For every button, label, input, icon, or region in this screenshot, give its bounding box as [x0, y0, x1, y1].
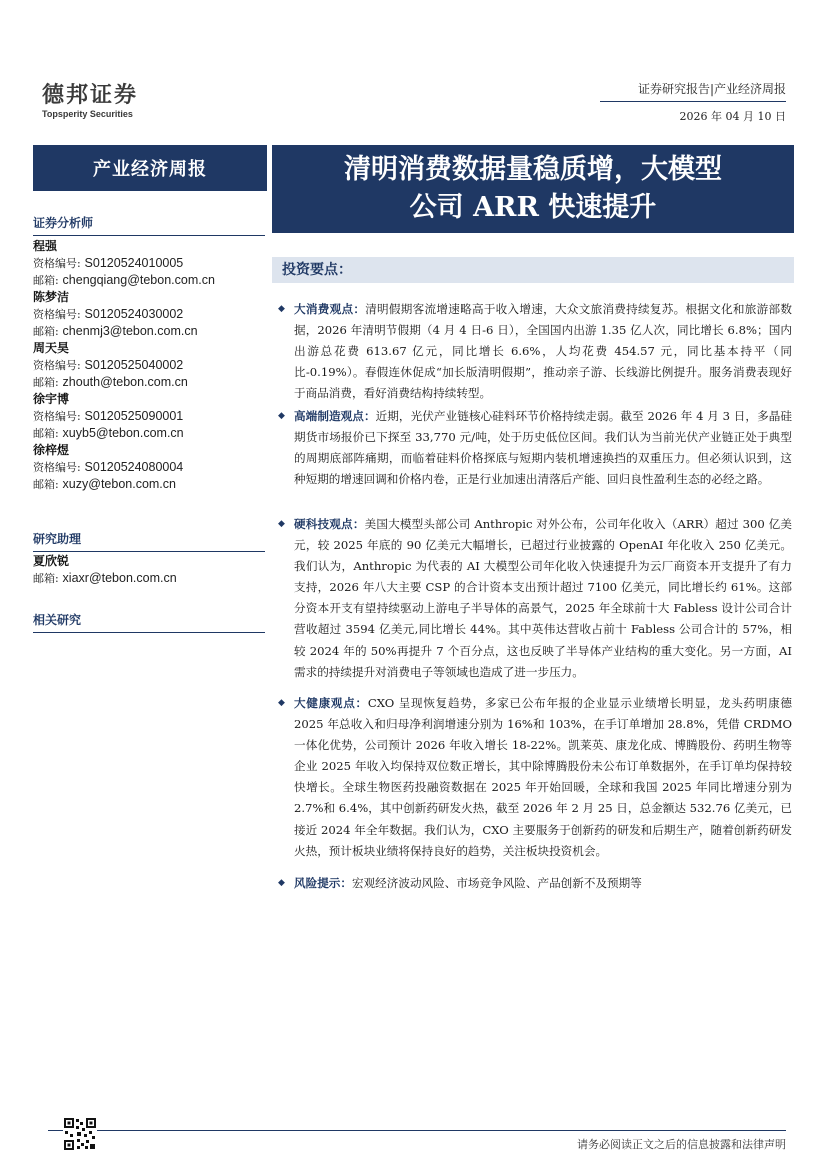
bullet-icon: ◆ — [278, 698, 285, 708]
analyst-email[interactable]: chenmj3@tebon.com.cn — [62, 324, 198, 338]
analyst-entry — [33, 238, 265, 289]
analyst-email[interactable]: xuzy@tebon.com.cn — [62, 477, 176, 491]
email-label: 邮箱: — [33, 376, 59, 389]
related-research-heading: 相关研究 — [33, 611, 265, 633]
assistant-name: 夏欣锐 — [33, 554, 70, 568]
report-date: 2026 年 04 月 10 日 — [679, 110, 786, 123]
key-points-heading: 投资要点： — [272, 257, 794, 283]
key-point-consumer — [278, 299, 792, 404]
footer-divider — [48, 1130, 786, 1131]
analyst-name: 周天昊 — [33, 341, 70, 355]
key-point-body: 清明假期客流增速略高于收入增速，大众文旅消费持续复苏。根据文化和旅游部数据，2026 年清明节假期（4 月 4 日-6 日），全国国内出游 1.35 亿人次，同比增长 6.8%；国内出游总花费 613.67 亿元，同比增长 6.6%，人均花费 454.57 元，同比基本持平（同比-0.19%）。春假连休促成“加长版清明假期”，推动亲子游、长线游比例提升。服务消费表现好于商品消费，看好消费结构持续转型。 — [294, 302, 792, 401]
bullet-icon: ◆ — [278, 878, 285, 888]
bullet-icon: ◆ — [278, 411, 285, 421]
header-divider — [600, 101, 786, 102]
analyst-entry — [33, 340, 265, 391]
analyst-entry — [33, 289, 265, 340]
key-point-lead: 硬科技观点： — [294, 517, 365, 531]
key-point-body: 美国大模型头部公司 Anthropic 对外公布，公司年化收入（ARR）超过 300 亿美元，较 2025 年底的 90 亿美元大幅增长，已超过行业披露的 OpenAI 年化收入 250 亿美元。我们认为，Anthropic 为代表的 AI 大模型公司年化收入快速提升为云厂商资本开支提升了有力支持，2026 年八大主要 CSP 的合计资本支出预计超过 7100 亿美元，同比增长约 61%。这部分资本开支有望持续驱动上游电子半导体的高景气，2025 年全球前十大 Fabless 设计公司合计营收超过 3594 亿美元,同比增长 44%。其中英伟达营收占前十 Fabless 公司合计的 57%，相较 2024 年的 50%再提升 7 个百分点，这也反映了半导体产业结构的重大变化。另一方面，AI 需求的持续提升对消费电子等领域也造成了进一步压力。 — [294, 517, 792, 679]
report-title — [272, 145, 794, 233]
email-label: 邮箱: — [33, 478, 59, 491]
email-label: 邮箱: — [33, 427, 59, 440]
key-point-hardtech — [278, 514, 792, 683]
key-point-lead: 大健康观点： — [294, 696, 368, 710]
report-type: 证券研究报告|产业经济周报 — [637, 82, 786, 96]
key-point-body: CXO 呈现恢复趋势，多家已公布年报的企业显示业绩增长明显，龙头药明康德 2025 年总收入和归母净利润增速分别为 16%和 103%，在手订单增加 28.8%，凭借 CRDMO 一体化优势，公司预计 2026 年收入增长 18-22%。凯莱英、康龙化成、博腾股份、药明生物等企业 2025 年收入均保持双位数正增长，其中除博腾股份未公布订单数据外，在手订单均保持较快增长。全球生物医药投融资数据在 2025 年开始回暖，全球和我国 2025 年同比增速分别为 2.7%和 6.4%，其中创新药研发火热，截至 2026 年 2 月 25 日，总金额达 532.76 亿美元，已接近 2024 年全年数据。我们认为，CXO 主要服务于创新药的研发和后期生产，随着创新药研发火热，预计板块业绩将保持良好的趋势，关注板块投资机会。 — [294, 696, 792, 858]
qr-code-icon — [63, 1117, 97, 1151]
cert-label: 资格编号: — [33, 410, 81, 423]
logo-cn-text: 德邦证券 — [42, 83, 139, 108]
cert-label: 资格编号: — [33, 359, 81, 372]
assistant-heading: 研究助理 — [33, 530, 265, 552]
email-label: 邮箱: — [33, 325, 59, 338]
assistant-email[interactable]: xiaxr@tebon.com.cn — [62, 571, 177, 585]
email-label: 邮箱: — [33, 274, 59, 287]
cert-number: S0120525090001 — [84, 409, 184, 423]
analyst-list — [33, 238, 265, 493]
analyst-name: 程强 — [33, 239, 58, 253]
cert-number: S0120524030002 — [84, 307, 184, 321]
cert-label: 资格编号: — [33, 257, 81, 270]
bullet-icon: ◆ — [278, 519, 285, 529]
email-label: 邮箱: — [33, 572, 59, 585]
analyst-entry — [33, 442, 265, 493]
key-point-manufacturing — [278, 406, 792, 490]
title-line-2: 公司 ARR 快速提升 — [409, 192, 657, 223]
assistant-entry — [33, 553, 265, 587]
analyst-name: 徐梓煜 — [33, 443, 70, 457]
key-point-risk — [278, 873, 792, 894]
logo-en-text: Topsperity Securities — [42, 109, 133, 119]
key-point-lead: 大消费观点： — [294, 302, 366, 316]
key-point-body: 宏观经济波动风险、市场竞争风险、产品创新不及预期等 — [351, 876, 642, 890]
cert-number: S0120524010005 — [84, 256, 184, 270]
key-point-body: 近期，光伏产业链核心硅料环节价格持续走弱。截至 2026 年 4 月 3 日，多晶硅期货市场报价已下探至 33,770 元/吨，处于历史低位区间。我们认为当前光伏产业链正处于典型的周期底部阵痛期，而临着硅料价格探底与短期内装机增速换挡的双重压力。但必须认识到，这种短期的增速回调和价格内卷，正是行业加速出清落后产能、回归良性盈利生态的必经之路。 — [294, 409, 792, 487]
bullet-icon: ◆ — [278, 304, 285, 314]
footer-disclaimer: 请务必阅读正文之后的信息披露和法律声明 — [577, 1138, 786, 1151]
cert-number: S0120525040002 — [84, 358, 184, 372]
key-point-lead: 高端制造观点： — [294, 409, 376, 423]
title-line-1: 清明消费数据量稳质增，大模型 — [344, 154, 722, 185]
cert-label: 资格编号: — [33, 461, 81, 474]
analyst-entry — [33, 391, 265, 442]
report-category-banner: 产业经济周报 — [33, 145, 267, 191]
cert-label: 资格编号: — [33, 308, 81, 321]
analyst-name: 陈梦洁 — [33, 290, 70, 304]
analyst-email[interactable]: zhouth@tebon.com.cn — [62, 375, 188, 389]
header-right — [638, 80, 786, 97]
analyst-heading: 证券分析师 — [33, 214, 265, 236]
company-logo — [42, 84, 138, 119]
analyst-email[interactable]: xuyb5@tebon.com.cn — [62, 426, 184, 440]
key-point-lead: 风险提示： — [294, 876, 352, 890]
key-point-healthcare — [278, 693, 792, 862]
analyst-email[interactable]: chengqiang@tebon.com.cn — [62, 273, 215, 287]
cert-number: S0120524080004 — [84, 460, 184, 474]
analyst-name: 徐宇博 — [33, 392, 70, 406]
